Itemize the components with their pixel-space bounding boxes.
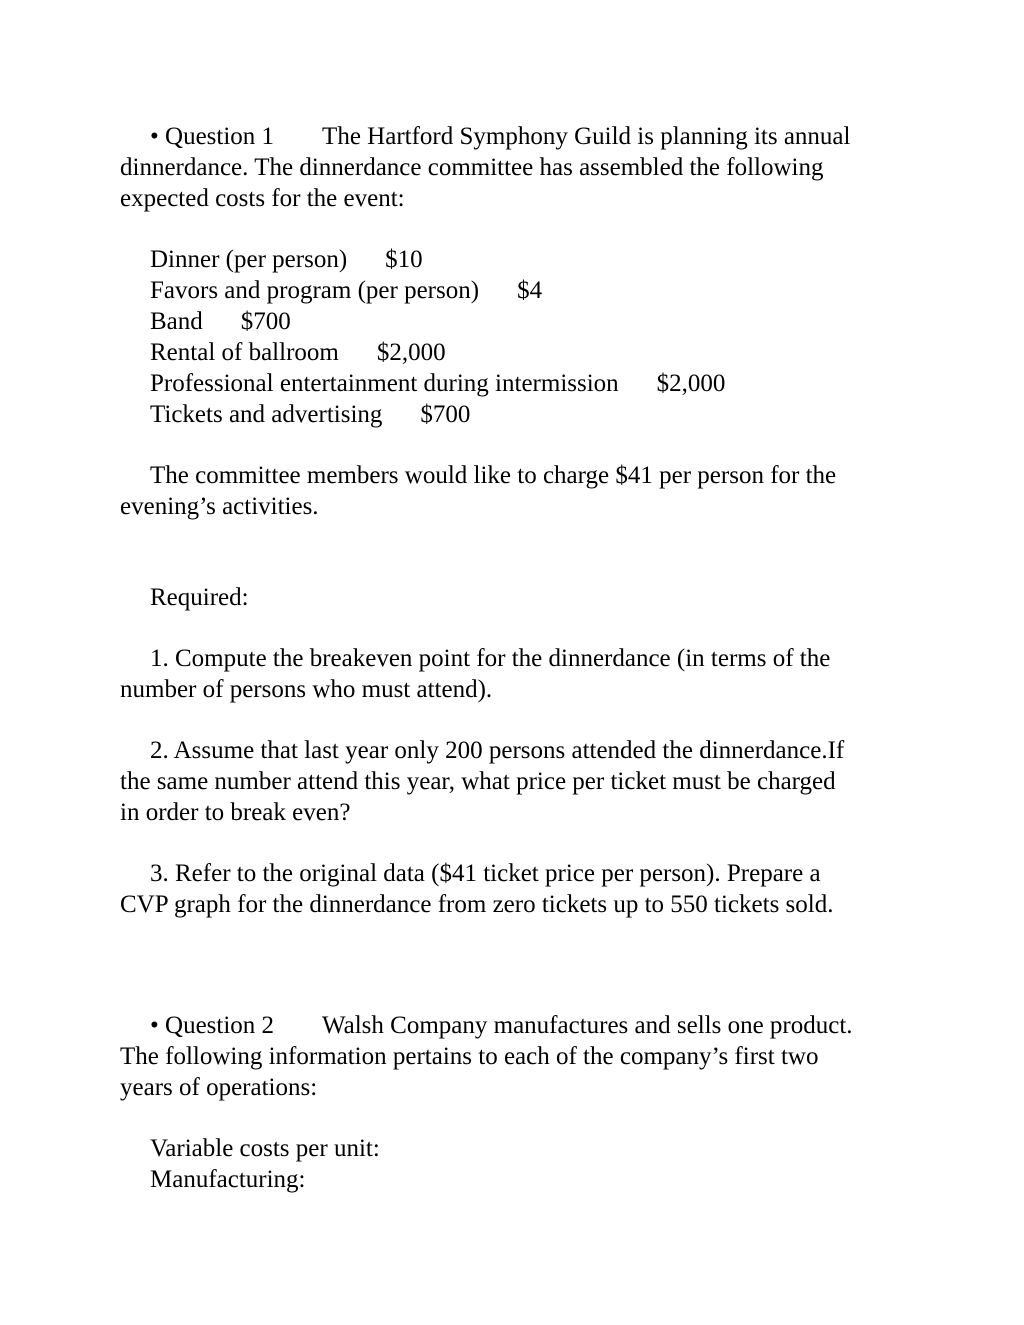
manufacturing-heading: Manufacturing:: [150, 1166, 306, 1193]
question-2-label: Question 2: [165, 1012, 275, 1039]
price-paragraph: [120, 460, 920, 522]
requirement-2-line-2: the same number attend this year, what price per ticket must be charged: [120, 768, 836, 795]
requirement-2: [120, 735, 920, 828]
cost-amount: $700: [420, 401, 471, 428]
cost-row-ballroom: [150, 337, 920, 368]
question-1-intro: [120, 121, 920, 214]
cost-list: [120, 244, 920, 430]
question-2-intro-line-1: [120, 1010, 920, 1041]
cost-row-dinner: [150, 244, 920, 275]
cost-row-tickets: [150, 399, 920, 430]
bullet: •: [150, 1012, 159, 1039]
required-label: Required:: [150, 584, 249, 611]
cost-amount: $2,000: [376, 339, 446, 366]
cost-item: Tickets and advertising: [150, 401, 383, 428]
cost-amount: $10: [385, 246, 423, 273]
cost-amount: $700: [240, 308, 291, 335]
bullet: •: [150, 123, 159, 150]
required-heading: [120, 582, 920, 613]
requirement-3-line-1: 3. Refer to the original data ($41 ticket price per person). Prepare a: [150, 860, 821, 887]
requirement-1-line-1: 1. Compute the breakeven point for the dinnerdance (in terms of the: [150, 645, 831, 672]
cost-row-favors: [150, 275, 920, 306]
requirement-3: [120, 858, 920, 920]
requirement-2-line-3: in order to break even?: [120, 799, 351, 826]
question-2-intro: [120, 1010, 920, 1103]
variable-costs-heading: Variable costs per unit:: [150, 1135, 380, 1162]
question-1-intro-text-1: The Hartford Symphony Guild is planning its annual: [322, 123, 851, 150]
question-1-intro-line-3: expected costs for the event:: [120, 185, 405, 212]
cost-amount: $2,000: [656, 370, 726, 397]
question-2-intro-text-1: Walsh Company manufactures and sells one product.: [322, 1012, 853, 1039]
cost-row-band: [150, 306, 920, 337]
document-page: [120, 121, 920, 1225]
question-1-intro-line-2: dinnerdance. The dinnerdance committee has assembled the following: [120, 154, 824, 181]
requirement-3-line-2: CVP graph for the dinnerdance from zero tickets up to 550 tickets sold.: [120, 891, 834, 918]
question-2-list: [120, 1133, 920, 1195]
cost-item: Dinner (per person): [150, 246, 348, 273]
question-1-label: Question 1: [165, 123, 275, 150]
cost-item: Band: [150, 308, 203, 335]
requirement-2-line-1: 2. Assume that last year only 200 persons attended the dinnerdance.If: [150, 737, 845, 764]
cost-item: Favors and program (per person): [150, 277, 480, 304]
requirement-1-line-2: number of persons who must attend).: [120, 676, 493, 703]
price-line-1: The committee members would like to charge $41 per person for the: [150, 462, 837, 489]
requirement-1: [120, 643, 920, 705]
question-2-intro-line-2: The following information pertains to each of the company’s first two: [120, 1043, 819, 1070]
question-1-intro-line-1: [120, 121, 920, 152]
question-2-intro-line-3: years of operations:: [120, 1074, 318, 1101]
cost-row-entertainment: [150, 368, 920, 399]
cost-item: Rental of ballroom: [150, 339, 339, 366]
cost-amount: $4: [517, 277, 543, 304]
cost-item: Professional entertainment during intermission: [150, 370, 619, 397]
price-line-2: evening’s activities.: [120, 493, 319, 520]
